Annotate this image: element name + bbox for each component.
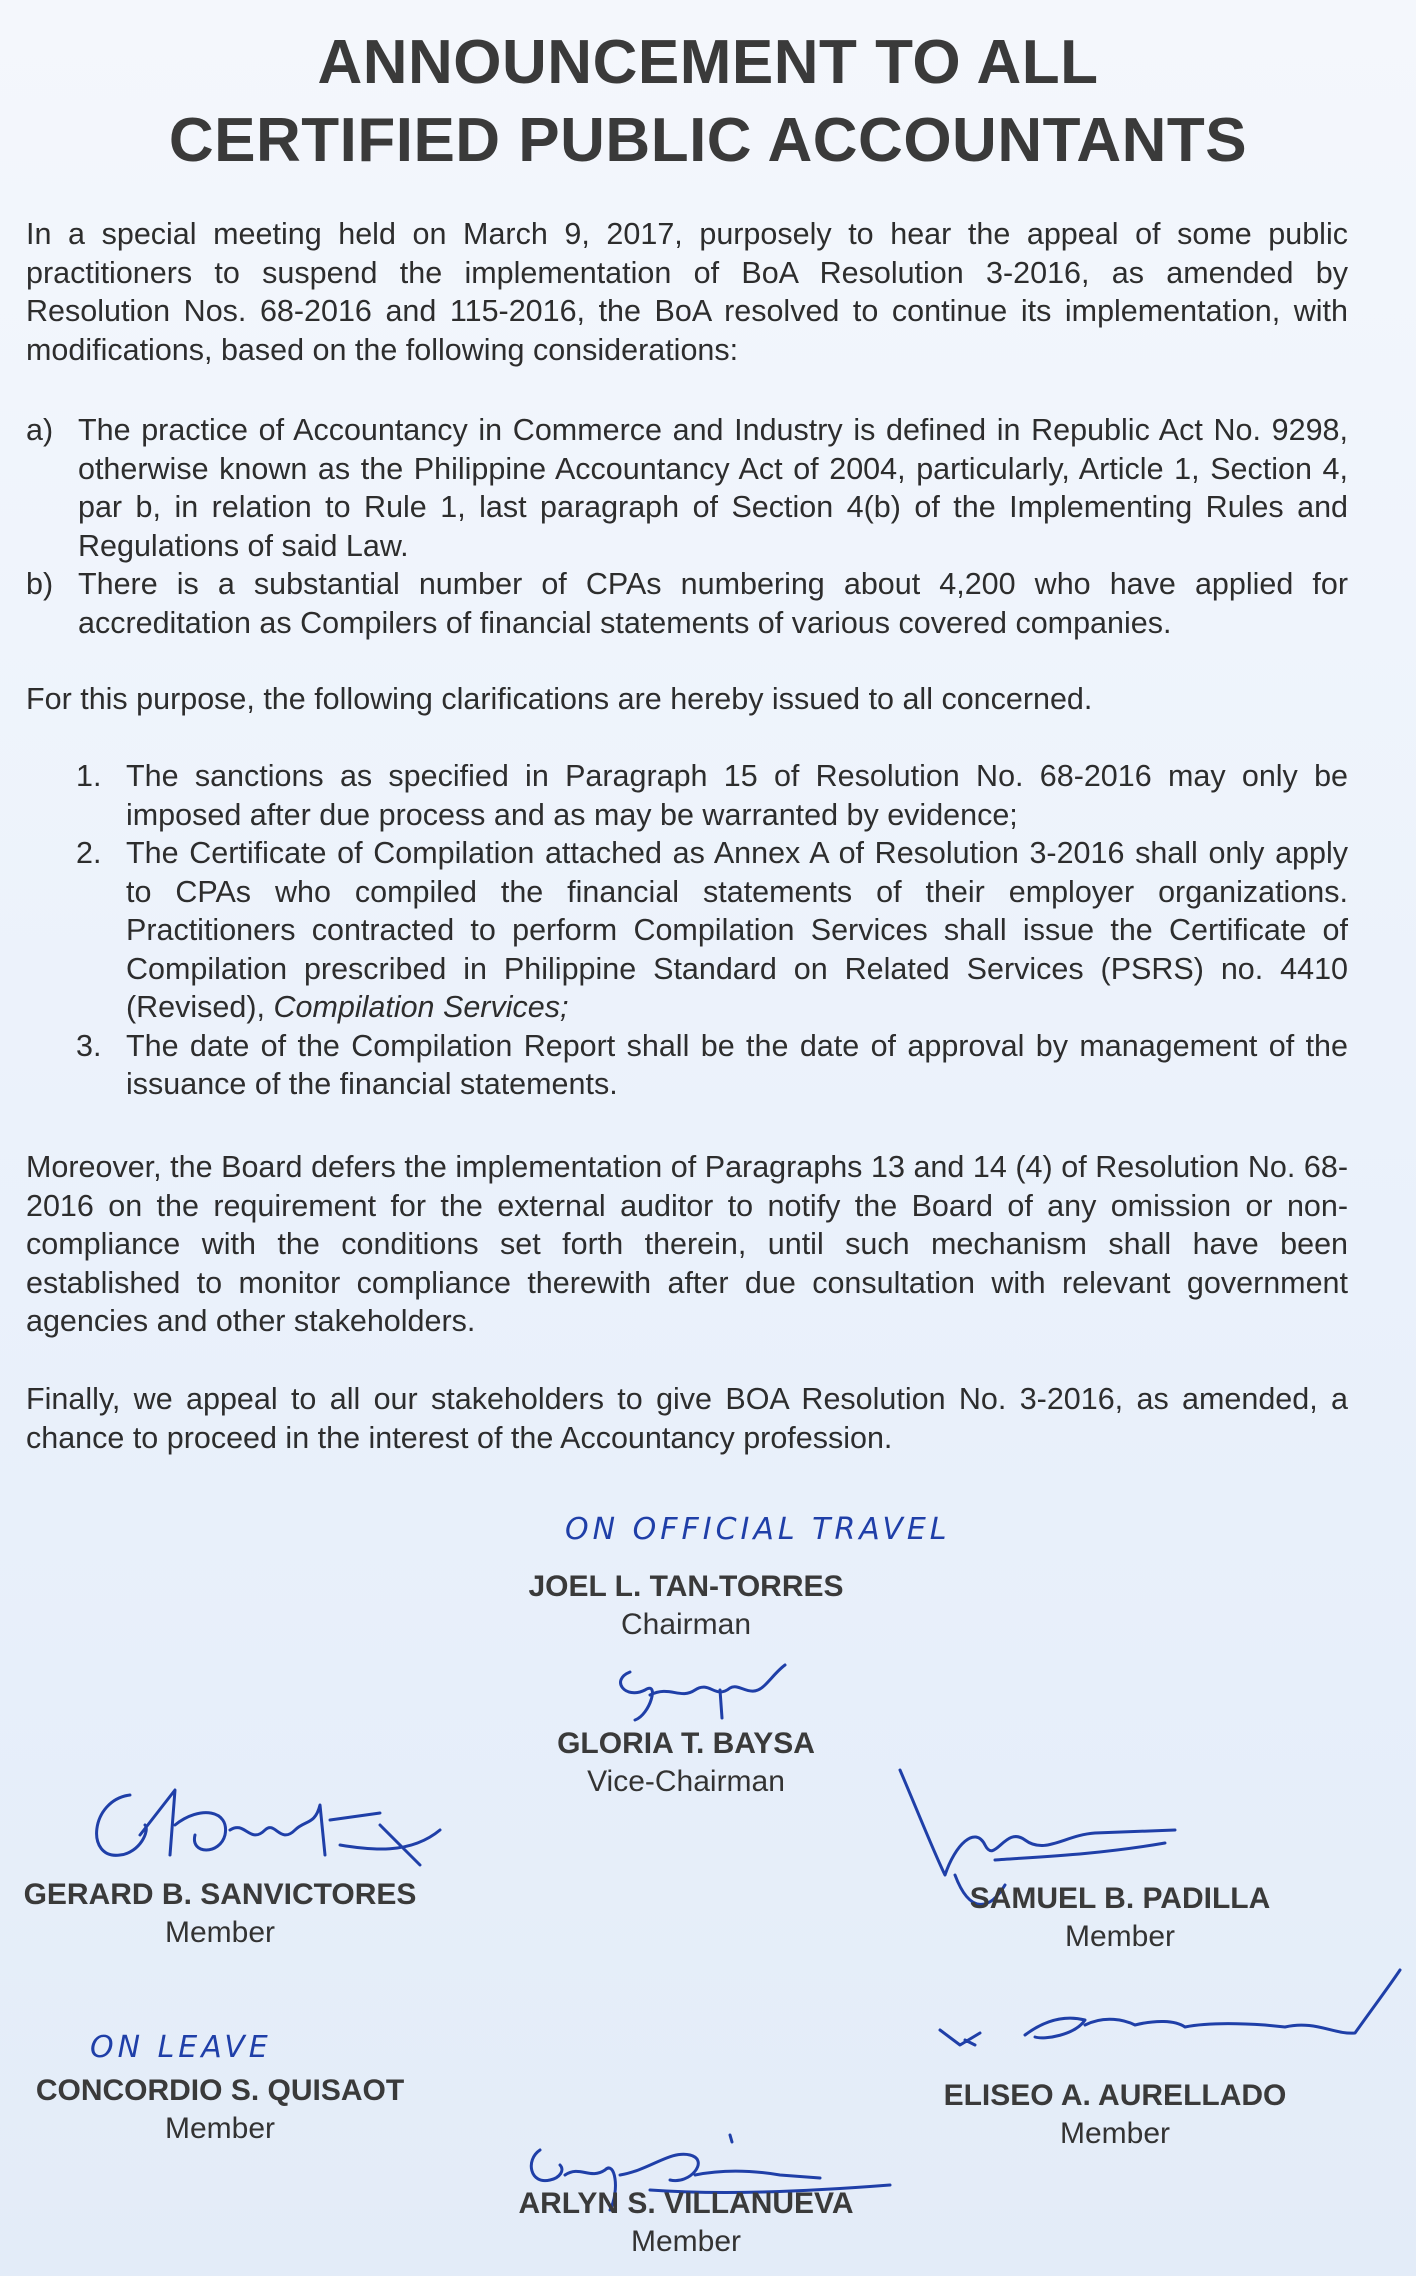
- signatory-role: Member: [1064, 1920, 1176, 1953]
- signatory-name: JOEL L. TAN-TORRES: [528, 1570, 844, 1603]
- signatory-role: Vice-Chairman: [587, 1765, 785, 1798]
- clarification-label: 3.: [76, 1028, 102, 1063]
- handwritten-note-on-leave: ON LEAVE: [90, 2030, 272, 2065]
- intro-paragraph: In a special meeting held on March 9, 2017, purposely to hear the appeal of some public practitioners to suspend the implementation of BoA Resolution 3-2016, as amended by Resolution Nos. 68-2016 and 115-2016, the BoA resolved to continue its implementation, with modifications, based on the following considerations:: [26, 217, 1348, 367]
- consideration-text: There is a substantial number of CPAs numbering about 4,200 who have applied for accreditation as Compilers of financial statements of various covered companies.: [78, 567, 1348, 640]
- signatory-name: SAMUEL B. PADILLA: [969, 1882, 1271, 1915]
- consideration-item: [26, 411, 1348, 565]
- signatory-name: GERARD B. SANVICTORES: [23, 1878, 417, 1911]
- clarification-text: The sanctions as specified in Paragraph 15 of Resolution No. 68-2016 may only be imposed after due process and as may be warranted by evidence;: [126, 759, 1348, 832]
- clarification-item: [76, 1027, 1348, 1104]
- signatory-role: Member: [630, 2225, 742, 2258]
- signatory-chairman: [436, 1568, 936, 1644]
- consideration-label: b): [26, 567, 54, 601]
- signature-sanvictores: [80, 1775, 460, 1875]
- signatory-name: ELISEO A. AURELLADO: [943, 2079, 1287, 2112]
- clarifications-list: [76, 757, 1348, 1104]
- handwritten-note-official-travel: ON OFFICIAL TRAVEL: [565, 1512, 951, 1547]
- signatory-member-aurellado: [915, 2077, 1315, 2153]
- signatory-role: Member: [164, 1916, 276, 1949]
- consideration-label: a): [26, 413, 54, 447]
- clarification-text: The date of the Compilation Report shall be the date of approval by management of the issuance of the financial statements.: [126, 1028, 1348, 1101]
- title-line-2: CERTIFIED PUBLIC ACCOUNTANTS: [168, 106, 1248, 175]
- clarification-label: 2.: [76, 836, 102, 870]
- finally-paragraph: Finally, we appeal to all our stakeholders to give BOA Resolution No. 3-2016, as amended, a chance to proceed in the interest of the Accountancy profession.: [26, 1382, 1348, 1455]
- moreover-paragraph: Moreover, the Board defers the implementation of Paragraphs 13 and 14 (4) of Resolution No. 68-2016 on the requirement for the external auditor to notify the Board of any omission or non-compliance with the conditions set forth therein, until such mechanism shall have been established to monitor compliance therewith after due consultation with relevant government agencies and other stakeholders.: [26, 1150, 1348, 1338]
- signatory-role: Member: [164, 2112, 276, 2145]
- clarification-text: The Certificate of Compilation attached as Annex A of Resolution 3-2016 shall only apply to CPAs who compiled the financial statements of their employer organizations. Practitioners contracted to perform Compilation Services shall issue the Certificate of Compilation prescribed in Philippine Standard on Related Services (PSRS) no. 4410 (Revised),: [126, 836, 1348, 1024]
- signatory-member-quisaot: [10, 2072, 430, 2148]
- clarification-item: [76, 834, 1348, 1027]
- considerations-list: [26, 411, 1348, 642]
- signatory-member-villanueva: [436, 2185, 936, 2261]
- clarification-intro: For this purpose, the following clarifications are hereby issued to all concerned.: [26, 682, 1093, 716]
- clarification-text-wrap: [126, 834, 1348, 1027]
- signatory-vice-chairman: [436, 1725, 936, 1801]
- page-title: [0, 24, 1416, 180]
- clarification-item: [76, 757, 1348, 834]
- signature-baysa: [600, 1660, 800, 1730]
- consideration-item: [26, 565, 1348, 642]
- signatory-role: Chairman: [620, 1608, 752, 1641]
- signatory-role: Member: [1059, 2117, 1171, 2150]
- signatory-member-padilla: [920, 1880, 1320, 1956]
- signature-aurellado: [935, 1965, 1405, 2075]
- signatory-member-sanvictores: [10, 1876, 430, 1952]
- signatory-name: CONCORDIO S. QUISAOT: [35, 2074, 405, 2107]
- clarification-italic: Compilation Services;: [273, 990, 569, 1024]
- signatory-name: ARLYN S. VILLANUEVA: [518, 2187, 854, 2220]
- clarification-label: 1.: [76, 759, 102, 793]
- signatory-name: GLORIA T. BAYSA: [557, 1727, 815, 1760]
- consideration-text: The practice of Accountancy in Commerce and Industry is defined in Republic Act No. 9298, otherwise known as the Philippine Accountancy Act of 2004, particularly, Article 1, Section 4, par b, in relation to Rule 1, last paragraph of Section 4(b) of the Implementing Rules and Regulations of said Law.: [78, 413, 1348, 563]
- title-line-1: ANNOUNCEMENT TO ALL: [317, 28, 1099, 97]
